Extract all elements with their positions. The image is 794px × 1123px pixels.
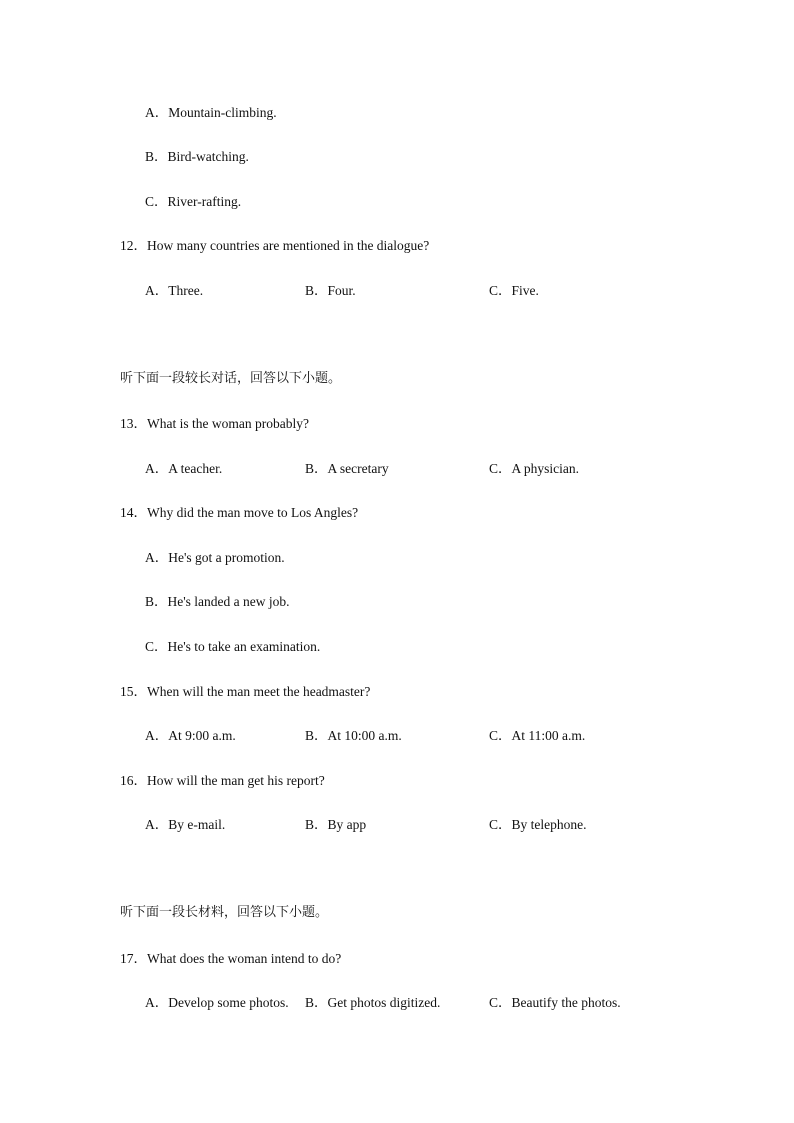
q14-option-c: C．He's to take an examination. (145, 639, 321, 654)
q16-option-a: A．By e-mail. (145, 817, 226, 832)
section-instruction-dialogue: 听下面一段较长对话，回答以下小题。 (120, 371, 342, 386)
q12-question: 12．How many countries are mentioned in the dialogue? (120, 238, 430, 253)
q11-option-a: A．Mountain-climbing. (145, 105, 277, 120)
q13-option-c: C．A physician. (489, 461, 579, 476)
q15-option-a: A．At 9:00 a.m. (145, 728, 236, 743)
q13-option-b: B．A secretary (305, 461, 389, 476)
q12-option-a: A．Three. (145, 283, 204, 298)
q11-option-b: B．Bird-watching. (145, 149, 249, 164)
q17-option-c: C．Beautify the photos. (489, 995, 621, 1010)
q11-option-c: C．River-rafting. (145, 194, 242, 209)
q16-option-b: B．By app (305, 817, 367, 832)
section-instruction-material: 听下面一段长材料，回答以下小题。 (120, 905, 329, 920)
q17-question: 17．What does the woman intend to do? (120, 951, 342, 966)
q16-option-c: C．By telephone. (489, 817, 587, 832)
q15-option-c: C．At 11:00 a.m. (489, 728, 586, 743)
q13-question: 13．What is the woman probably? (120, 416, 309, 431)
q13-option-a: A．A teacher. (145, 461, 223, 476)
q17-option-a: A．Develop some photos. (145, 995, 289, 1010)
q12-option-c: C．Five. (489, 283, 539, 298)
q12-option-b: B．Four. (305, 283, 356, 298)
q15-option-b: B．At 10:00 a.m. (305, 728, 402, 743)
q15-question: 15．When will the man meet the headmaster? (120, 684, 371, 699)
q14-question: 14．Why did the man move to Los Angles? (120, 505, 359, 520)
q14-option-a: A．He's got a promotion. (145, 550, 285, 565)
q16-question: 16．How will the man get his report? (120, 773, 325, 788)
q17-option-b: B．Get photos digitized. (305, 995, 441, 1010)
q14-option-b: B．He's landed a new job. (145, 594, 290, 609)
